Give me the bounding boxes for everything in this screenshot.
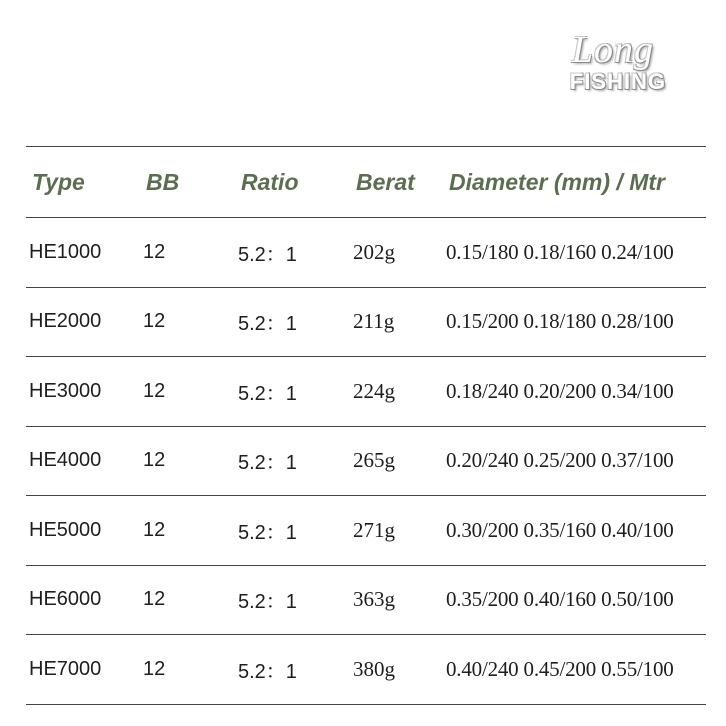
cell-berat: 224g — [353, 378, 395, 403]
cell-ratio: 5.2：1 — [238, 243, 297, 266]
brand-logo — [538, 30, 688, 94]
header-diameter: Diameter (mm) / Mtr — [449, 168, 665, 195]
cell-bb: 12 — [143, 379, 166, 402]
table-header-row — [26, 147, 706, 218]
cell-ratio: 5.2：1 — [238, 521, 297, 544]
table-row — [26, 566, 706, 636]
header-bb: BB — [146, 168, 180, 195]
cell-diameter: 0.20/240 0.25/200 0.37/100 — [446, 448, 674, 473]
cell-type: HE5000 — [29, 518, 102, 541]
cell-diameter: 0.40/240 0.45/200 0.55/100 — [446, 656, 674, 681]
table-row — [26, 218, 706, 288]
cell-berat: 380g — [353, 656, 395, 681]
cell-bb: 12 — [143, 449, 166, 472]
header-berat: Berat — [356, 168, 415, 195]
cell-ratio: 5.2：1 — [238, 591, 297, 614]
cell-type: HE1000 — [29, 240, 102, 263]
cell-type: HE7000 — [29, 657, 102, 680]
cell-berat: 211g — [353, 309, 395, 334]
cell-ratio: 5.2：1 — [238, 452, 297, 475]
cell-ratio: 5.2：1 — [238, 313, 297, 336]
table-row — [26, 496, 706, 566]
cell-ratio: 5.2：1 — [238, 660, 297, 683]
cell-berat: 265g — [353, 448, 395, 473]
cell-type: HE2000 — [29, 310, 102, 333]
cell-diameter: 0.18/240 0.20/200 0.34/100 — [446, 378, 674, 403]
cell-bb: 12 — [143, 518, 166, 541]
cell-diameter: 0.35/200 0.40/160 0.50/100 — [446, 587, 674, 612]
cell-berat: 271g — [353, 517, 395, 542]
cell-berat: 202g — [353, 239, 395, 264]
cell-type: HE4000 — [29, 449, 102, 472]
logo-script-text: Long — [571, 29, 655, 71]
cell-type: HE3000 — [29, 379, 102, 402]
cell-type: HE6000 — [29, 588, 102, 611]
logo-wordmark: FISHING — [569, 69, 667, 94]
cell-bb: 12 — [143, 657, 166, 680]
table-row — [26, 427, 706, 497]
table-row — [26, 357, 706, 427]
cell-berat: 363g — [353, 587, 395, 612]
cell-bb: 12 — [143, 310, 166, 333]
cell-ratio: 5.2：1 — [238, 382, 297, 405]
spec-table — [26, 146, 706, 705]
cell-bb: 12 — [143, 588, 166, 611]
cell-diameter: 0.15/180 0.18/160 0.24/100 — [446, 239, 674, 264]
cell-diameter: 0.30/200 0.35/160 0.40/100 — [446, 517, 674, 542]
cell-bb: 12 — [143, 240, 166, 263]
header-ratio: Ratio — [241, 168, 299, 195]
header-type: Type — [32, 168, 85, 195]
table-row — [26, 635, 706, 705]
cell-diameter: 0.15/200 0.18/180 0.28/100 — [446, 309, 674, 334]
table-row — [26, 288, 706, 358]
